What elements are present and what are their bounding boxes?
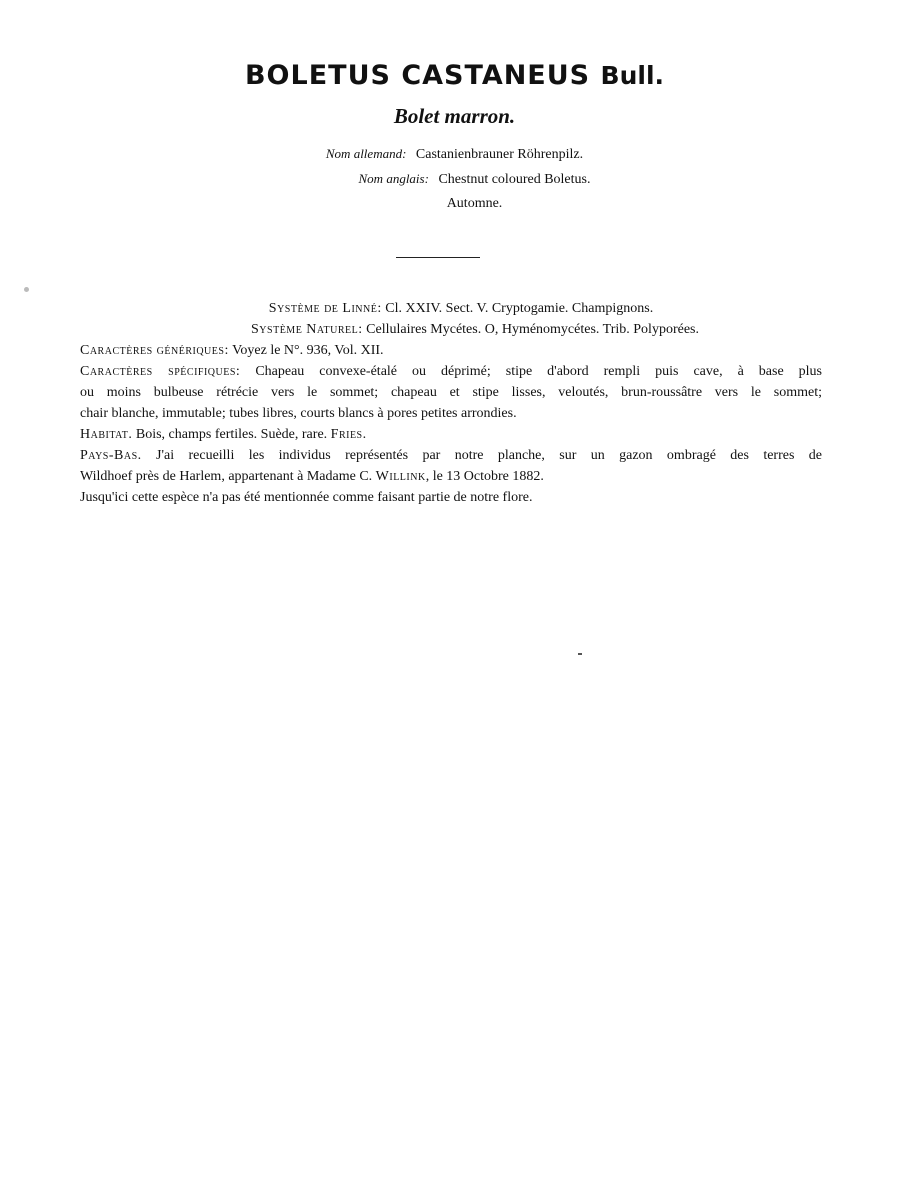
- scan-mark: [578, 653, 582, 655]
- german-name-label: Nom allemand:: [325, 146, 407, 161]
- linne-line: [80, 298, 822, 319]
- season: Automne.: [446, 196, 503, 211]
- naturel-line: [80, 319, 822, 340]
- habitat-author: Fries.: [330, 427, 367, 442]
- page-subtitle: Bolet marron.: [393, 104, 516, 128]
- paysbas-text-2a: Wildhoef près de Harlem, appartenant à Madame C.: [80, 469, 373, 484]
- divider-rule: [396, 257, 480, 258]
- title-author: Bull.: [600, 61, 665, 90]
- specifiques-line-1: [80, 361, 822, 382]
- paysbas-text-2b: , le 13 Octobre 1882.: [425, 469, 544, 484]
- linne-label: Système de Linné:: [268, 301, 382, 316]
- specifiques-line-3: chair blanche, immutable; tubes libres, courts blancs à pores petites arrondies.: [80, 406, 517, 421]
- english-name-row: [0, 167, 909, 192]
- habitat-label: Habitat.: [80, 427, 133, 442]
- habitat-line: [80, 424, 822, 445]
- german-name-row: [0, 142, 909, 167]
- common-names-block: [0, 142, 909, 216]
- linne-text: Cl. XXIV. Sect. V. Cryptogamie. Champignons.: [385, 301, 654, 316]
- english-name-label: Nom anglais:: [358, 171, 429, 186]
- paysbas-label: Pays-Bas.: [80, 448, 142, 463]
- page-title: [0, 60, 909, 91]
- paysbas-line-2: [80, 466, 822, 487]
- generiques-line: [80, 340, 822, 361]
- english-name-value: Chestnut coloured Boletus.: [438, 172, 591, 187]
- paysbas-text-1: J'ai recueilli les individus représentés par notre planche, sur un gazon ombragé des terres de: [156, 448, 822, 463]
- naturel-text: Cellulaires Mycétes. O, Hyménomycétes. Trib. Polyporées.: [366, 322, 699, 337]
- generiques-text: Voyez le N°. 936, Vol. XII.: [232, 343, 384, 358]
- specifiques-line-2: ou moins bulbeuse rétrécie vers le sommet; chapeau et stipe lisses, veloutés, brun-roussâtre vers le sommet;: [80, 385, 822, 400]
- paysbas-line-3: Jusqu'ici cette espèce n'a pas été mentionnée comme faisant partie de notre flore.: [80, 490, 533, 505]
- generiques-label: Caractères génériques:: [80, 343, 229, 358]
- scan-speck: [24, 287, 29, 292]
- specifiques-label: Caractères spécifiques:: [80, 364, 241, 379]
- paysbas-line-1: [80, 445, 822, 466]
- title-main: BOLETUS CASTANEUS: [244, 60, 591, 91]
- specifiques-text-1: Chapeau convexe-étalé ou déprimé; stipe d'abord rempli puis cave, à base plus: [255, 364, 823, 379]
- german-name-value: Castanienbrauner Röhrenpilz.: [415, 147, 584, 162]
- habitat-text: Bois, champs fertiles. Suède, rare.: [135, 427, 328, 442]
- paysbas-owner-name: Willink: [375, 469, 426, 484]
- description-body: [80, 298, 822, 508]
- naturel-label: Système Naturel:: [251, 322, 363, 337]
